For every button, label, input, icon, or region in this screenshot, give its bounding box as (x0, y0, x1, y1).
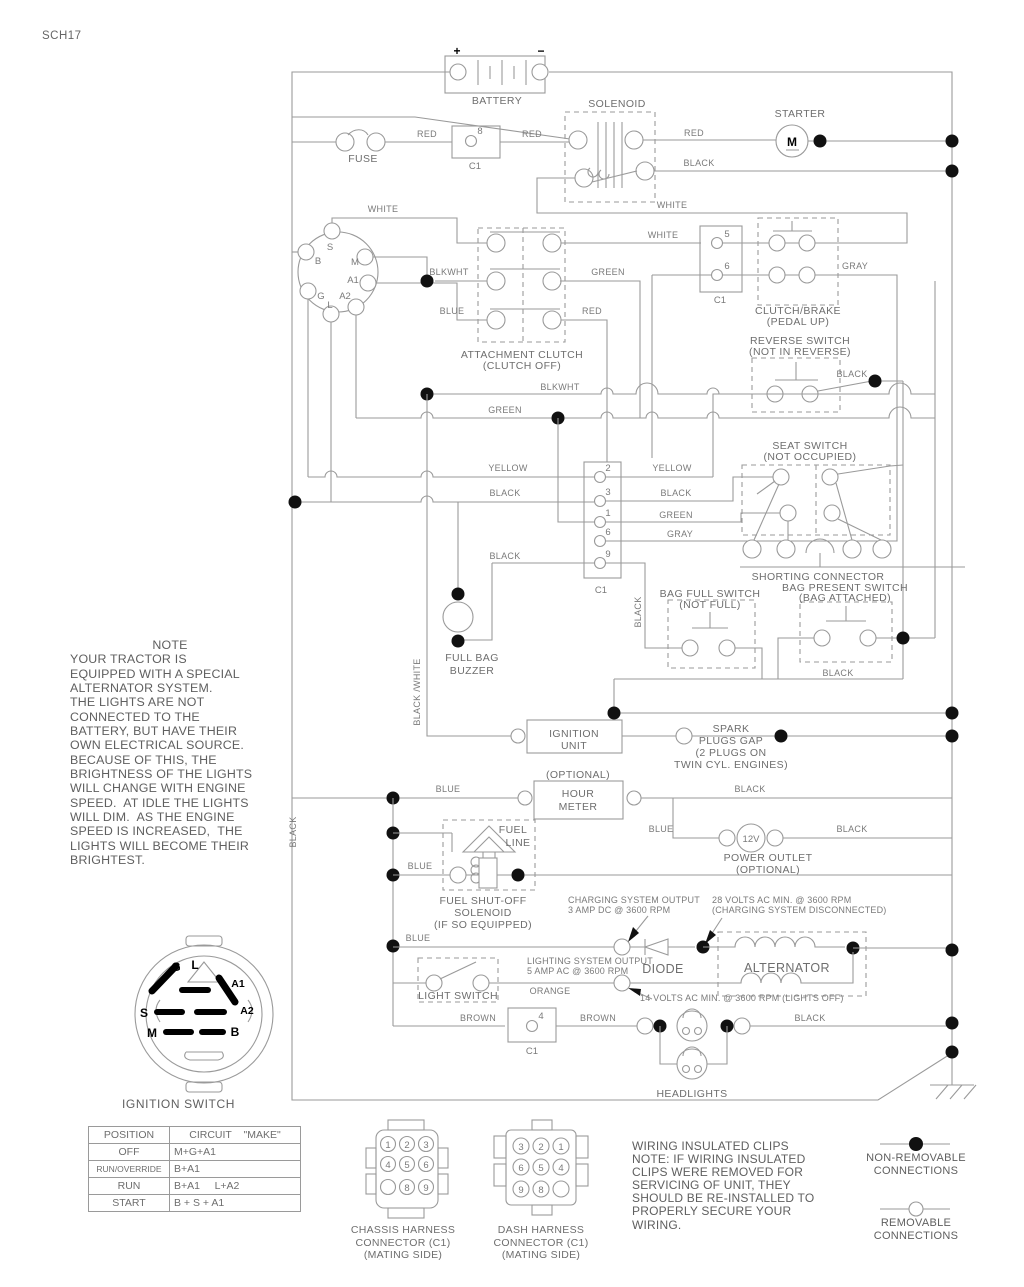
detail-terminal-a1: A1 (231, 978, 245, 990)
detail-terminal-a2: A2 (240, 1005, 254, 1017)
seat-switch-label1: SEAT SWITCH (772, 440, 848, 452)
wire-label-red: RED (582, 306, 602, 316)
wire-label-black-white-vertical: BLACK /WHITE (412, 658, 422, 726)
caption-line: DASH HARNESS (497, 1224, 585, 1236)
c1-pin4-number: 4 (538, 1011, 544, 1022)
attachment-clutch-label1: ATTACHMENT CLUTCH (460, 349, 584, 361)
clips-line: SHOULD BE RE-INSTALLED TO (632, 1191, 815, 1206)
attachment-clutch (421, 228, 702, 462)
diode-label: DIODE (642, 962, 684, 976)
buzzer-label2: BUZZER (449, 665, 495, 677)
fuel-solenoid-label3: (IF SO EQUIPPED) (434, 919, 532, 931)
lighting-output-line2: 5 AMP AC @ 3600 RPM (527, 966, 629, 976)
wire-label-black: BLACK (489, 488, 521, 498)
wire-label-black-vertical: BLACK (633, 596, 643, 628)
c1-pin6b-number: 6 (605, 527, 611, 538)
detail-terminal-b: B (230, 1025, 240, 1039)
ignition-switch-symbol (292, 218, 487, 502)
wire-label-black: BLACK (822, 668, 854, 678)
wire-label-blue: BLUE (405, 933, 431, 943)
wire-label-gray: GRAY (841, 261, 869, 271)
make-cell: L+A2 (214, 1180, 240, 1192)
wire-label-brown: BROWN (460, 1013, 496, 1023)
clips-line: WIRING. (632, 1217, 682, 1232)
bag-present-label1: BAG PRESENT SWITCH (781, 582, 909, 594)
bag-full-switch (660, 588, 762, 679)
full-bag-buzzer (443, 502, 499, 677)
dash-pin: 2 (538, 1142, 544, 1153)
seat-switch (740, 440, 965, 583)
chassis-pin: 1 (385, 1140, 391, 1151)
dash-harness-connector (494, 1120, 588, 1215)
starter-label: STARTER (774, 108, 826, 120)
alternator-note (70, 638, 306, 868)
table-header-position: POSITION (89, 1127, 170, 1144)
wire-label-red: RED (684, 128, 704, 138)
wire-label-blkwht: BLKWHT (540, 382, 580, 392)
starter-motor (775, 108, 952, 157)
chassis-harness-connector (366, 1120, 448, 1218)
dash-pin: 8 (538, 1185, 544, 1196)
table-row (89, 1178, 301, 1195)
note-text: BECAUSE OF THIS, THE (70, 752, 217, 767)
note-text: SPEED IS INCREASED, THE (70, 824, 243, 839)
wire-label-black: BLACK (836, 824, 868, 834)
connector-c1-pin8 (452, 126, 500, 172)
fuel-solenoid-label1: FUEL SHUT-OFF (439, 895, 527, 907)
alternator-label: ALTERNATOR (744, 961, 830, 975)
drawing-id: SCH17 (42, 30, 82, 42)
terminal-s: S (326, 242, 334, 253)
legend-line: REMOVABLE (880, 1217, 952, 1229)
wire-label-yellow: YELLOW (652, 463, 692, 473)
ignition-unit-label1: IGNITION (549, 728, 599, 740)
chassis-pin: 2 (404, 1140, 410, 1151)
wire-label-green: GREEN (591, 267, 625, 277)
dash-pin: 3 (518, 1142, 524, 1153)
legend-line: CONNECTIONS (873, 1229, 959, 1242)
terminal-b: B (314, 256, 322, 267)
chassis-connector-caption (333, 1224, 473, 1262)
seat-switch-label2: (NOT OCCUPIED) (763, 451, 857, 463)
note-text: THE LIGHTS ARE NOT (70, 695, 205, 710)
hour-meter-optional: (OPTIONAL) (545, 769, 611, 781)
note-text: YOUR TRACTOR IS (70, 652, 187, 667)
wire-label-white: WHITE (647, 230, 679, 240)
chassis-pin: 5 (404, 1160, 410, 1171)
c1-pin5-number: 5 (724, 229, 730, 240)
junction-dot (946, 135, 959, 148)
ignition-switch-detail (135, 936, 273, 1092)
wire-label-red: RED (522, 129, 542, 139)
fuel-line-label1: FUEL (498, 824, 528, 836)
wire-label-black: BLACK (489, 551, 521, 561)
fuse-label: FUSE (348, 153, 378, 165)
power-outlet (673, 798, 952, 876)
wire-label-black-vertical: BLACK (288, 816, 298, 848)
reverse-switch-label1: REVERSE SWITCH (749, 335, 851, 347)
wire-label-yellow: YELLOW (488, 463, 528, 473)
chassis-pin: 9 (423, 1183, 429, 1194)
circuit-cell: B + S + A1 (174, 1197, 225, 1209)
wire-label-black: BLACK (836, 369, 868, 379)
shorting-connector-label: SHORTING CONNECTOR (751, 571, 885, 583)
table-row (89, 1195, 301, 1212)
terminal-a2: A2 (339, 291, 351, 302)
fuel-line-label2: LINE (505, 837, 531, 849)
battery-minus: − (537, 44, 545, 58)
c1-pin1-number: 1 (605, 508, 611, 519)
note-text: ALTERNATOR SYSTEM. (70, 681, 213, 696)
reverse-switch (713, 335, 903, 679)
c1-pin8-number: 8 (477, 126, 483, 137)
note-text: BRIGHTNESS OF THE LIGHTS (70, 767, 253, 782)
spark-plugs-label1: SPARK (712, 723, 750, 735)
circuit-cell: B+A1 (174, 1180, 200, 1192)
dash-pin: 9 (518, 1185, 524, 1196)
note-text: WILL DIM. AS THE ENGINE (70, 810, 235, 825)
volts14-label: 14 VOLTS AC MIN. @ 3600 RPM (LIGHTS OFF) (640, 993, 844, 1003)
c1-pin6-number: 6 (724, 261, 730, 272)
legend-non-removable (855, 1152, 977, 1177)
wire-label-blue: BLUE (648, 824, 674, 834)
c1-label: C1 (468, 161, 482, 172)
c1-label: C1 (713, 295, 727, 306)
chassis-pin: 3 (423, 1140, 429, 1151)
wire-label-brown: BROWN (580, 1013, 616, 1023)
dash-pin: 6 (518, 1163, 524, 1174)
chassis-pin: 8 (404, 1183, 410, 1194)
note-text: LIGHTS WILL BECOME THEIR (70, 838, 249, 853)
detail-terminal-s: S (139, 1006, 149, 1020)
circuit-cell: M+G+A1 (174, 1146, 217, 1158)
fuel-solenoid-label2: SOLENOID (454, 907, 512, 919)
clutch-brake-label2: (PEDAL UP) (766, 316, 830, 328)
starter-motor-letter: M (787, 135, 797, 149)
spark-plugs-label4: TWIN CYL. ENGINES) (674, 759, 788, 771)
hour-meter-label1: HOUR (561, 788, 595, 800)
power-outlet-label1: POWER OUTLET (723, 852, 813, 864)
detail-terminal-g: G (171, 960, 181, 974)
terminal-g: G (317, 291, 325, 302)
charging-output-line1: CHARGING SYSTEM OUTPUT (568, 895, 700, 905)
wire-label-blue: BLUE (439, 306, 465, 316)
note-text: BATTERY, BUT HAVE THEIR (70, 724, 238, 739)
lighting-output-line1: LIGHTING SYSTEM OUTPUT (527, 956, 653, 966)
wire-label-blue: BLUE (435, 784, 461, 794)
attachment-clutch-label2: (CLUTCH OFF) (482, 360, 562, 372)
light-switch-label: LIGHT SWITCH (418, 990, 498, 1002)
caption-line: CONNECTOR (C1) (493, 1236, 589, 1249)
note-text: WILL CHANGE WITH ENGINE (70, 781, 246, 796)
volts28-line2: (CHARGING SYSTEM DISCONNECTED) (712, 905, 887, 915)
c1-label: C1 (594, 585, 608, 596)
position-cell: RUN/OVERRIDE (89, 1161, 170, 1178)
dash-connector-caption (471, 1224, 611, 1262)
power-outlet-label2: (OPTIONAL) (735, 864, 801, 876)
clips-line: CLIPS WERE REMOVED FOR (632, 1165, 804, 1180)
hour-meter-label2: METER (558, 801, 598, 813)
clips-line: WIRING INSULATED CLIPS (632, 1139, 789, 1153)
starter-solenoid (537, 98, 952, 243)
dash-pin: 1 (558, 1142, 564, 1153)
detail-terminal-m: M (147, 1026, 157, 1040)
note-text: OWN ELECTRICAL SOURCE. (70, 738, 244, 753)
spark-plugs-label3: (2 PLUGS ON (695, 747, 767, 759)
chassis-pin: 6 (423, 1160, 429, 1171)
battery-plus: + (453, 44, 461, 58)
table-header-make: "MAKE" (243, 1129, 281, 1141)
caption-line: CHASSIS HARNESS (350, 1224, 456, 1236)
legend-line: CONNECTIONS (873, 1164, 959, 1177)
c1-pin2-number: 2 (605, 463, 611, 474)
position-cell: START (89, 1195, 170, 1212)
table-row (89, 1144, 301, 1161)
ignition-unit-label2: UNIT (560, 740, 588, 752)
wire-label-blue: BLUE (407, 861, 433, 871)
clips-line: SERVICING OF UNIT, THEY (632, 1178, 791, 1193)
battery (445, 44, 548, 107)
wire-label-gray: GRAY (666, 529, 694, 539)
note-text: EQUIPPED WITH A SPECIAL (70, 666, 240, 681)
spark-plugs-label2: PLUGS GAP (698, 735, 764, 747)
headlights-label: HEADLIGHTS (656, 1088, 728, 1100)
solenoid-label: SOLENOID (588, 98, 646, 110)
note-text: SPEED. AT IDLE THE LIGHTS (70, 795, 249, 810)
wire-label-blkwht: BLKWHT (429, 267, 469, 277)
dash-pin: 4 (558, 1163, 564, 1174)
wire-label-black: BLACK (660, 488, 692, 498)
circuit-cell: B+A1 (174, 1163, 200, 1175)
bag-full-label2: (NOT FULL) (679, 599, 741, 611)
chassis-pin: 4 (385, 1160, 391, 1171)
wire-label-white: WHITE (367, 204, 399, 214)
reverse-switch-label2: (NOT IN REVERSE) (749, 346, 851, 358)
position-cell: RUN (89, 1178, 170, 1195)
terminal-a1: A1 (347, 275, 359, 286)
hour-meter (292, 769, 952, 819)
wire-label-red: RED (417, 129, 437, 139)
clutch-brake-label1: CLUTCH/BRAKE (755, 305, 841, 317)
note-title: NOTE (152, 638, 188, 652)
c1-pin3-number: 3 (605, 487, 611, 498)
buzzer-label1: FULL BAG (445, 652, 499, 664)
wire-label-black: BLACK (794, 1013, 826, 1023)
table-header-circuit: CIRCUIT (189, 1129, 232, 1141)
wire-label-green: GREEN (659, 510, 693, 520)
legend-line: NON-REMOVABLE (866, 1152, 966, 1164)
fuse (336, 130, 385, 165)
bag-present-label2: (BAG ATTACHED) (798, 592, 892, 604)
note-text: BRIGHTEST. (70, 853, 145, 868)
wire-label-black: BLACK (683, 158, 715, 168)
terminal-l: L (327, 300, 333, 311)
caption-line: (MATING SIDE) (501, 1249, 581, 1261)
legend-removable (855, 1217, 977, 1242)
battery-label: BATTERY (471, 95, 523, 107)
clips-line: PROPERLY SECURE YOUR (632, 1204, 792, 1219)
bag-full-label1: BAG FULL SWITCH (659, 588, 761, 600)
caption-line: CONNECTOR (C1) (355, 1236, 451, 1249)
position-cell: OFF (89, 1144, 170, 1161)
caption-line: (MATING SIDE) (363, 1249, 443, 1261)
volts28-line1: 28 VOLTS AC MIN. @ 3600 RPM (712, 895, 852, 905)
power-outlet-volts: 12V (742, 834, 760, 845)
c1-label: C1 (525, 1046, 539, 1057)
wire-label-black: BLACK (734, 784, 766, 794)
ignition-switch-caption: IGNITION SWITCH (122, 1097, 235, 1111)
junction-dot (946, 165, 959, 178)
detail-terminal-l: L (191, 958, 199, 972)
note-text: CONNECTED TO THE (70, 709, 200, 724)
c1-pin9-number: 9 (605, 549, 611, 560)
wire-label-orange: ORANGE (529, 986, 571, 996)
table-row (89, 1161, 301, 1178)
wiring-clips-note (632, 1140, 814, 1232)
wire-label-green: GREEN (488, 405, 522, 415)
dash-pin: 5 (538, 1163, 544, 1174)
wire-label-white: WHITE (656, 200, 688, 210)
clips-line: NOTE: IF WIRING INSULATED (632, 1152, 806, 1167)
switch-position-table (88, 1126, 301, 1212)
terminal-m: M (351, 257, 359, 268)
charging-output-line2: 3 AMP DC @ 3600 RPM (568, 905, 671, 915)
